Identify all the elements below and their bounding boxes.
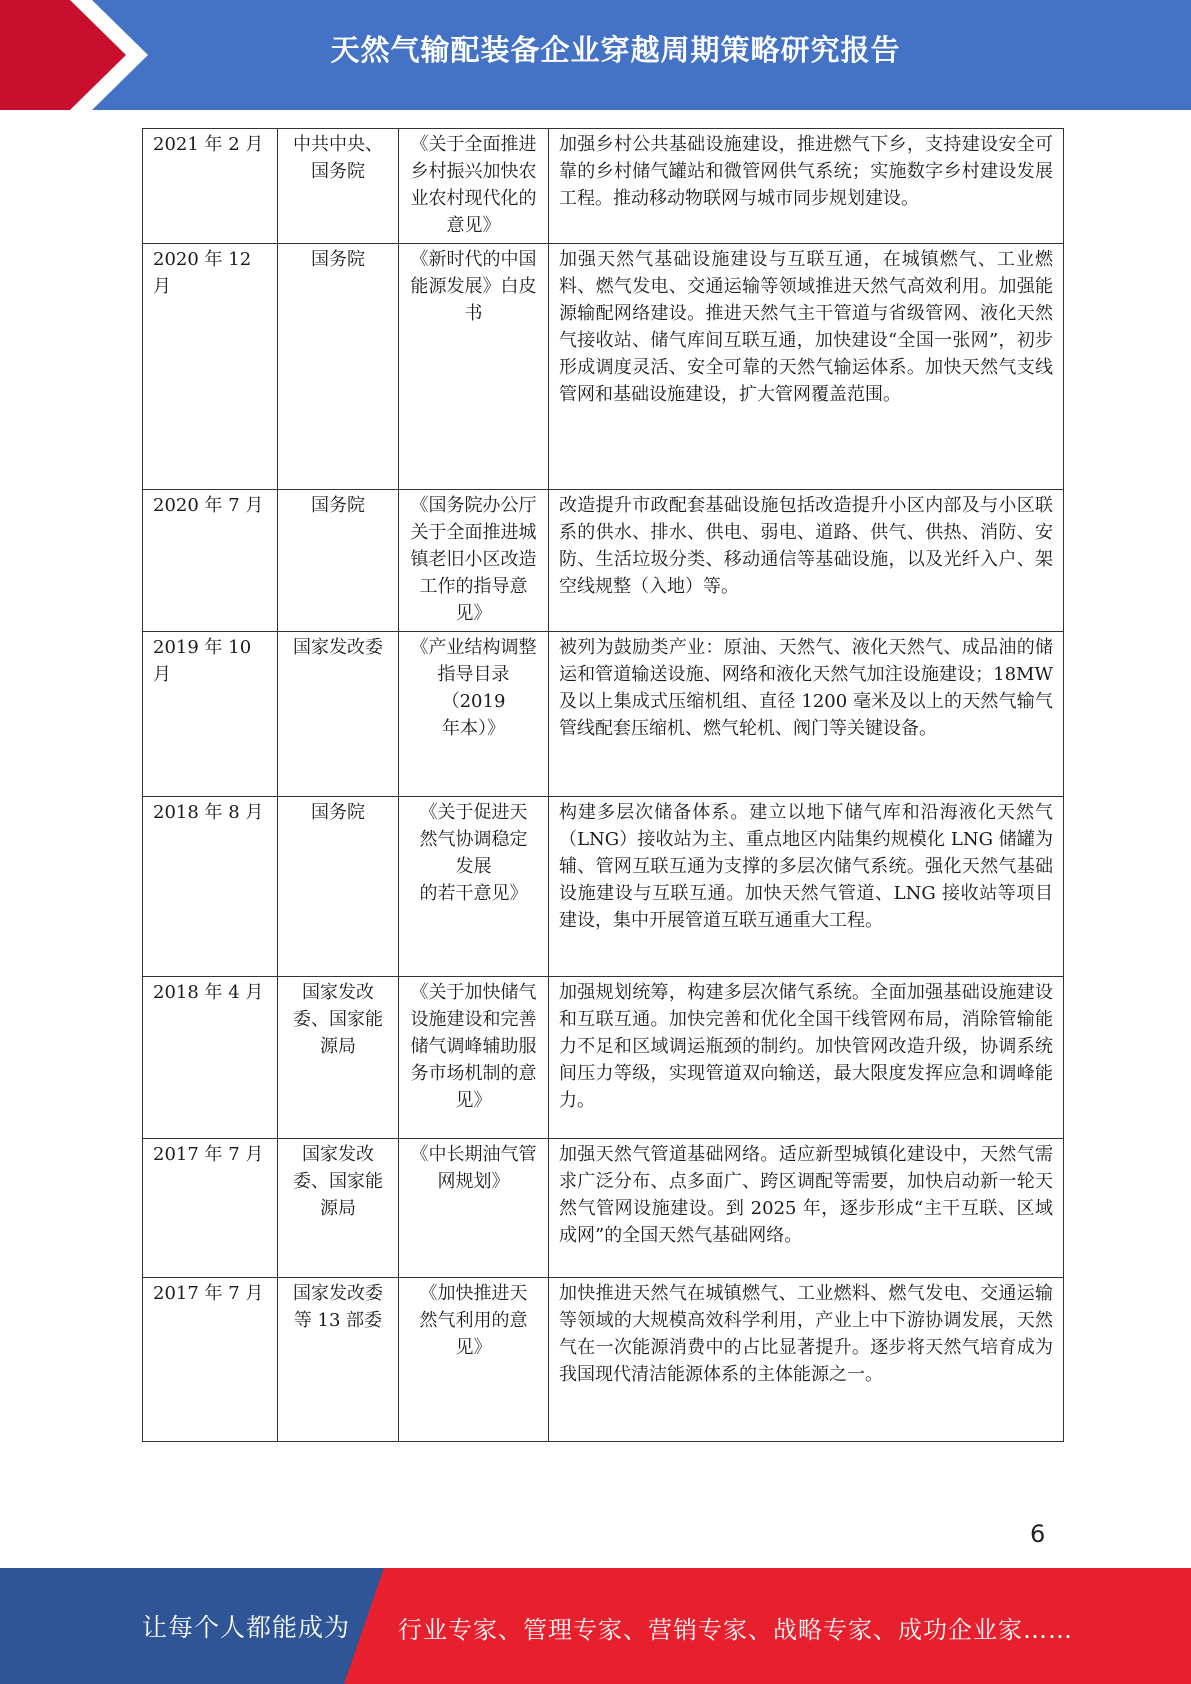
document-cell: 《国务院办公厅 关于全面推进城 镇老旧小区改造 工作的指导意 见》 (399, 490, 549, 632)
table-row (143, 129, 1064, 244)
date-cell: 2018 年 8 月 (143, 797, 278, 977)
issuer-cell: 中共中央、 国务院 (278, 129, 399, 244)
issuer-cell: 国务院 (278, 797, 399, 977)
date-cell: 2019 年 10 月 (143, 632, 278, 797)
footer-slogan-right: 行业专家、管理专家、营销专家、战略专家、成功企业家…… (398, 1616, 1073, 1644)
policy-table (142, 128, 1064, 1442)
content-cell: 加强乡村公共基础设施建设，推进燃气下乡，支持建设安全可靠的乡村储气罐站和微管网供气系统；实施数字乡村建设发展工程。推动移动物联网与城市同步规划建设。 (549, 129, 1064, 244)
document-cell: 《中长期油气管 网规划》 (399, 1139, 549, 1278)
issuer-cell: 国家发改 委、国家能 源局 (278, 977, 399, 1139)
document-cell: 《产业结构调整 指导目录（2019 年本）》 (399, 632, 549, 797)
content-cell: 被列为鼓励类产业：原油、天然气、液化天然气、成品油的储运和管道输送设施、网络和液化天然气加注设施建设；18MW 及以上集成式压缩机组、直径 1200 毫米及以上的天然气输气管线配套压缩机、燃气轮机、阀门等关键设备。 (549, 632, 1064, 797)
date-cell: 2021 年 2 月 (143, 129, 278, 244)
page-number: 6 (1030, 1520, 1046, 1548)
date-cell: 2020 年 7 月 (143, 490, 278, 632)
issuer-cell: 国家发改委 (278, 632, 399, 797)
table-row (143, 244, 1064, 490)
issuer-cell: 国务院 (278, 490, 399, 632)
content-cell: 加强天然气基础设施建设与互联互通，在城镇燃气、工业燃料、燃气发电、交通运输等领域推进天然气高效利用。加强能源输配网络建设。推进天然气主干管道与省级管网、液化天然气接收站、储气库间互联互通，加快建设“全国一张网”，初步形成调度灵活、安全可靠的天然气输运体系。加快天然气支线管网和基础设施建设，扩大管网覆盖范围。 (549, 244, 1064, 490)
table-row (143, 632, 1064, 797)
document-cell: 《关于全面推进 乡村振兴加快农 业农村现代化的 意见》 (399, 129, 549, 244)
date-cell: 2017 年 7 月 (143, 1278, 278, 1442)
table-row (143, 1278, 1064, 1442)
document-cell: 《加快推进天 然气利用的意 见》 (399, 1278, 549, 1442)
content-cell: 加强天然气管道基础网络。适应新型城镇化建设中，天然气需求广泛分布、点多面广、跨区调配等需要，加快启动新一轮天然气管网设施建设。到 2025 年，逐步形成“主干互联、区域成网”的全国天然气基础网络。 (549, 1139, 1064, 1278)
table-row (143, 797, 1064, 977)
date-cell: 2017 年 7 月 (143, 1139, 278, 1278)
date-cell: 2018 年 4 月 (143, 977, 278, 1139)
page-footer (0, 1568, 1191, 1684)
table-row (143, 1139, 1064, 1278)
document-cell: 《新时代的中国 能源发展》白皮 书 (399, 244, 549, 490)
table-row (143, 490, 1064, 632)
document-cell: 《关于加快储气 设施建设和完善 储气调峰辅助服 务市场机制的意 见》 (399, 977, 549, 1139)
content-cell: 改造提升市政配套基础设施包括改造提升小区内部及与小区联系的供水、排水、供电、弱电、道路、供气、供热、消防、安防、生活垃圾分类、移动通信等基础设施，以及光纤入户、架空线规整（入地）等。 (549, 490, 1064, 632)
table-row (143, 977, 1064, 1139)
issuer-cell: 国务院 (278, 244, 399, 490)
issuer-cell: 国家发改委 等 13 部委 (278, 1278, 399, 1442)
issuer-cell: 国家发改 委、国家能 源局 (278, 1139, 399, 1278)
date-cell: 2020 年 12 月 (143, 244, 278, 490)
content-cell: 加强规划统筹，构建多层次储气系统。全面加强基础设施建设和互联互通。加快完善和优化全国干线管网布局，消除管输能力不足和区域调运瓶颈的制约。加快管网改造升级，协调系统间压力等级，实现管道双向输送，最大限度发挥应急和调峰能力。 (549, 977, 1064, 1139)
report-title: 天然气输配装备企业穿越周期策略研究报告 (330, 33, 901, 67)
content-cell: 构建多层次储备体系。建立以地下储气库和沿海液化天然气（LNG）接收站为主、重点地区内陆集约规模化 LNG 储罐为辅、管网互联互通为支撑的多层次储气系统。强化天然气基础设施建设与互联互通。加快天然气管道、LNG 接收站等项目建设，集中开展管道互联互通重大工程。 (549, 797, 1064, 977)
page-header (0, 0, 1191, 110)
document-cell: 《关于促进天 然气协调稳定 发展 的若干意见》 (399, 797, 549, 977)
content-cell: 加快推进天然气在城镇燃气、工业燃料、燃气发电、交通运输等领域的大规模高效科学利用，产业上中下游协调发展，天然气在一次能源消费中的占比显著提升。逐步将天然气培育成为我国现代清洁能源体系的主体能源之一。 (549, 1278, 1064, 1442)
footer-slogan-left: 让每个人都能成为 (142, 1613, 351, 1642)
